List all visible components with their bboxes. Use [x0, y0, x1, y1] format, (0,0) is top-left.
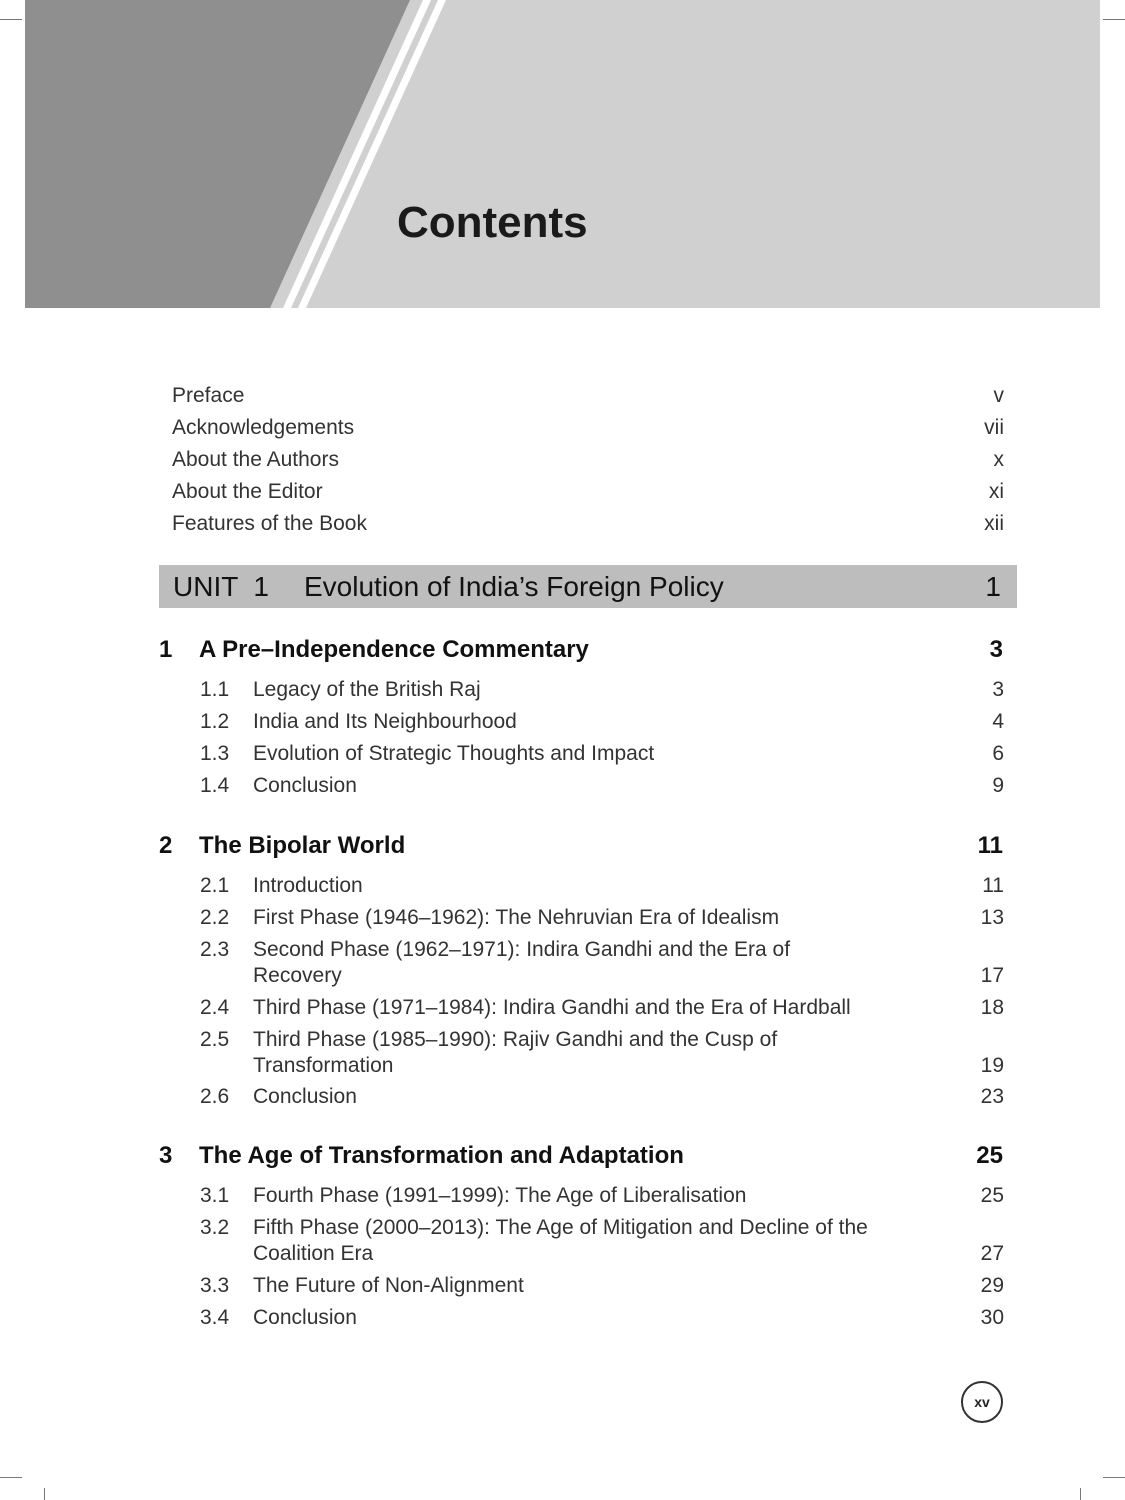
section-number: 3.1 [200, 1184, 230, 1207]
section-page: 27 [980, 1242, 1004, 1265]
section-item[interactable] [200, 709, 1004, 735]
section-item[interactable] [200, 937, 1004, 989]
section-page: 11 [982, 874, 1004, 897]
crop-mark [44, 1488, 45, 1500]
section-number: 1.4 [200, 774, 230, 797]
section-number: 1.1 [200, 678, 230, 701]
section-item[interactable] [200, 741, 1004, 767]
section-page: 6 [992, 742, 1004, 765]
crop-mark [0, 1477, 22, 1478]
section-item[interactable] [200, 873, 1004, 899]
section-title: Conclusion [253, 774, 357, 797]
chapter-heading[interactable] [159, 1142, 1003, 1172]
section-item[interactable] [200, 1273, 1004, 1299]
section-number: 2.4 [200, 996, 230, 1019]
section-title: Second Phase (1962–1971): Indira Gandhi and the Era of Recovery [253, 938, 791, 987]
section-item[interactable] [200, 905, 1004, 931]
item-label: Preface [172, 384, 245, 407]
section-item[interactable] [200, 1027, 1004, 1079]
crop-mark [1103, 19, 1125, 20]
section-number: 3.4 [200, 1306, 230, 1329]
section-item[interactable] [200, 773, 1004, 799]
item-page: x [993, 448, 1004, 471]
section-title: Introduction [253, 874, 363, 897]
front-matter-item[interactable] [172, 382, 1004, 410]
section-item[interactable] [200, 1084, 1004, 1110]
item-label: About the Editor [172, 480, 323, 503]
section-title: Legacy of the British Raj [253, 678, 481, 701]
section-page: 18 [980, 996, 1004, 1019]
page-title: Contents [397, 198, 588, 247]
section-page: 19 [980, 1054, 1004, 1077]
section-page: 17 [980, 964, 1004, 987]
chapter-title: A Pre–Independence Commentary [199, 636, 589, 663]
unit-title: Evolution of India’s Foreign Policy [304, 571, 724, 602]
section-title: First Phase (1946–1962): The Nehruvian Era of Idealism [253, 906, 780, 929]
section-page: 23 [980, 1085, 1004, 1108]
section-item[interactable] [200, 1215, 1004, 1267]
item-page: v [993, 384, 1004, 407]
chapter-heading[interactable] [159, 832, 1003, 862]
chapter-page: 11 [977, 832, 1003, 859]
section-number: 2.3 [200, 938, 230, 961]
section-number: 1.2 [200, 710, 230, 733]
chapter-heading[interactable] [159, 636, 1003, 666]
front-matter-item[interactable] [172, 478, 1004, 506]
section-page: 30 [980, 1306, 1004, 1329]
section-item[interactable] [200, 1183, 1004, 1209]
section-title: Fourth Phase (1991–1999): The Age of Liberalisation [253, 1184, 747, 1207]
section-title: Third Phase (1985–1990): Rajiv Gandhi and the Cusp of Transformation [253, 1028, 778, 1077]
front-matter-item[interactable] [172, 510, 1004, 538]
header-graphic [25, 0, 1100, 308]
section-page: 3 [992, 678, 1004, 701]
section-number: 1.3 [200, 742, 230, 765]
unit-heading[interactable] [159, 565, 1017, 608]
chapter-number: 3 [159, 1142, 173, 1169]
section-item[interactable] [200, 1305, 1004, 1331]
section-number: 3.2 [200, 1216, 230, 1239]
unit-label: UNIT 1 [173, 571, 269, 602]
section-title: Fifth Phase (2000–2013): The Age of Mitigation and Decline of the Coalition Era [253, 1216, 868, 1265]
page-number-badge: xv [961, 1381, 1003, 1423]
front-matter-item[interactable] [172, 414, 1004, 442]
section-page: 9 [992, 774, 1004, 797]
chapter-title: The Age of Transformation and Adaptation [199, 1142, 684, 1169]
section-title: Evolution of Strategic Thoughts and Impact [253, 742, 655, 765]
section-title: The Future of Non-Alignment [253, 1274, 524, 1297]
item-page: vii [984, 416, 1004, 439]
chapter-title: The Bipolar World [199, 832, 406, 859]
chapter-page: 25 [976, 1142, 1003, 1169]
section-page: 4 [992, 710, 1004, 733]
section-page: 25 [980, 1184, 1004, 1207]
section-page: 29 [980, 1274, 1004, 1297]
front-matter-item[interactable] [172, 446, 1004, 474]
section-number: 2.5 [200, 1028, 230, 1051]
section-title: Third Phase (1971–1984): Indira Gandhi and the Era of Hardball [253, 996, 851, 1019]
chapter-number: 1 [159, 636, 173, 663]
section-number: 2.2 [200, 906, 230, 929]
section-title: India and Its Neighbourhood [253, 710, 517, 733]
chapter-number: 2 [159, 832, 173, 859]
item-label: Acknowledgements [172, 416, 355, 439]
header-band [25, 0, 1100, 308]
section-title: Conclusion [253, 1085, 357, 1108]
section-page: 13 [980, 906, 1004, 929]
crop-mark [1103, 1477, 1125, 1478]
chapter-page: 3 [989, 636, 1003, 663]
section-number: 2.6 [200, 1085, 230, 1108]
crop-mark [1080, 1488, 1081, 1500]
item-page: xii [984, 512, 1004, 535]
unit-page: 1 [985, 571, 1001, 602]
section-item[interactable] [200, 995, 1004, 1021]
item-label: Features of the Book [172, 512, 367, 535]
section-number: 2.1 [200, 874, 230, 897]
crop-mark [0, 19, 22, 20]
section-item[interactable] [200, 677, 1004, 703]
section-title: Conclusion [253, 1306, 357, 1329]
item-label: About the Authors [172, 448, 339, 471]
item-page: xi [988, 480, 1004, 503]
section-number: 3.3 [200, 1274, 230, 1297]
